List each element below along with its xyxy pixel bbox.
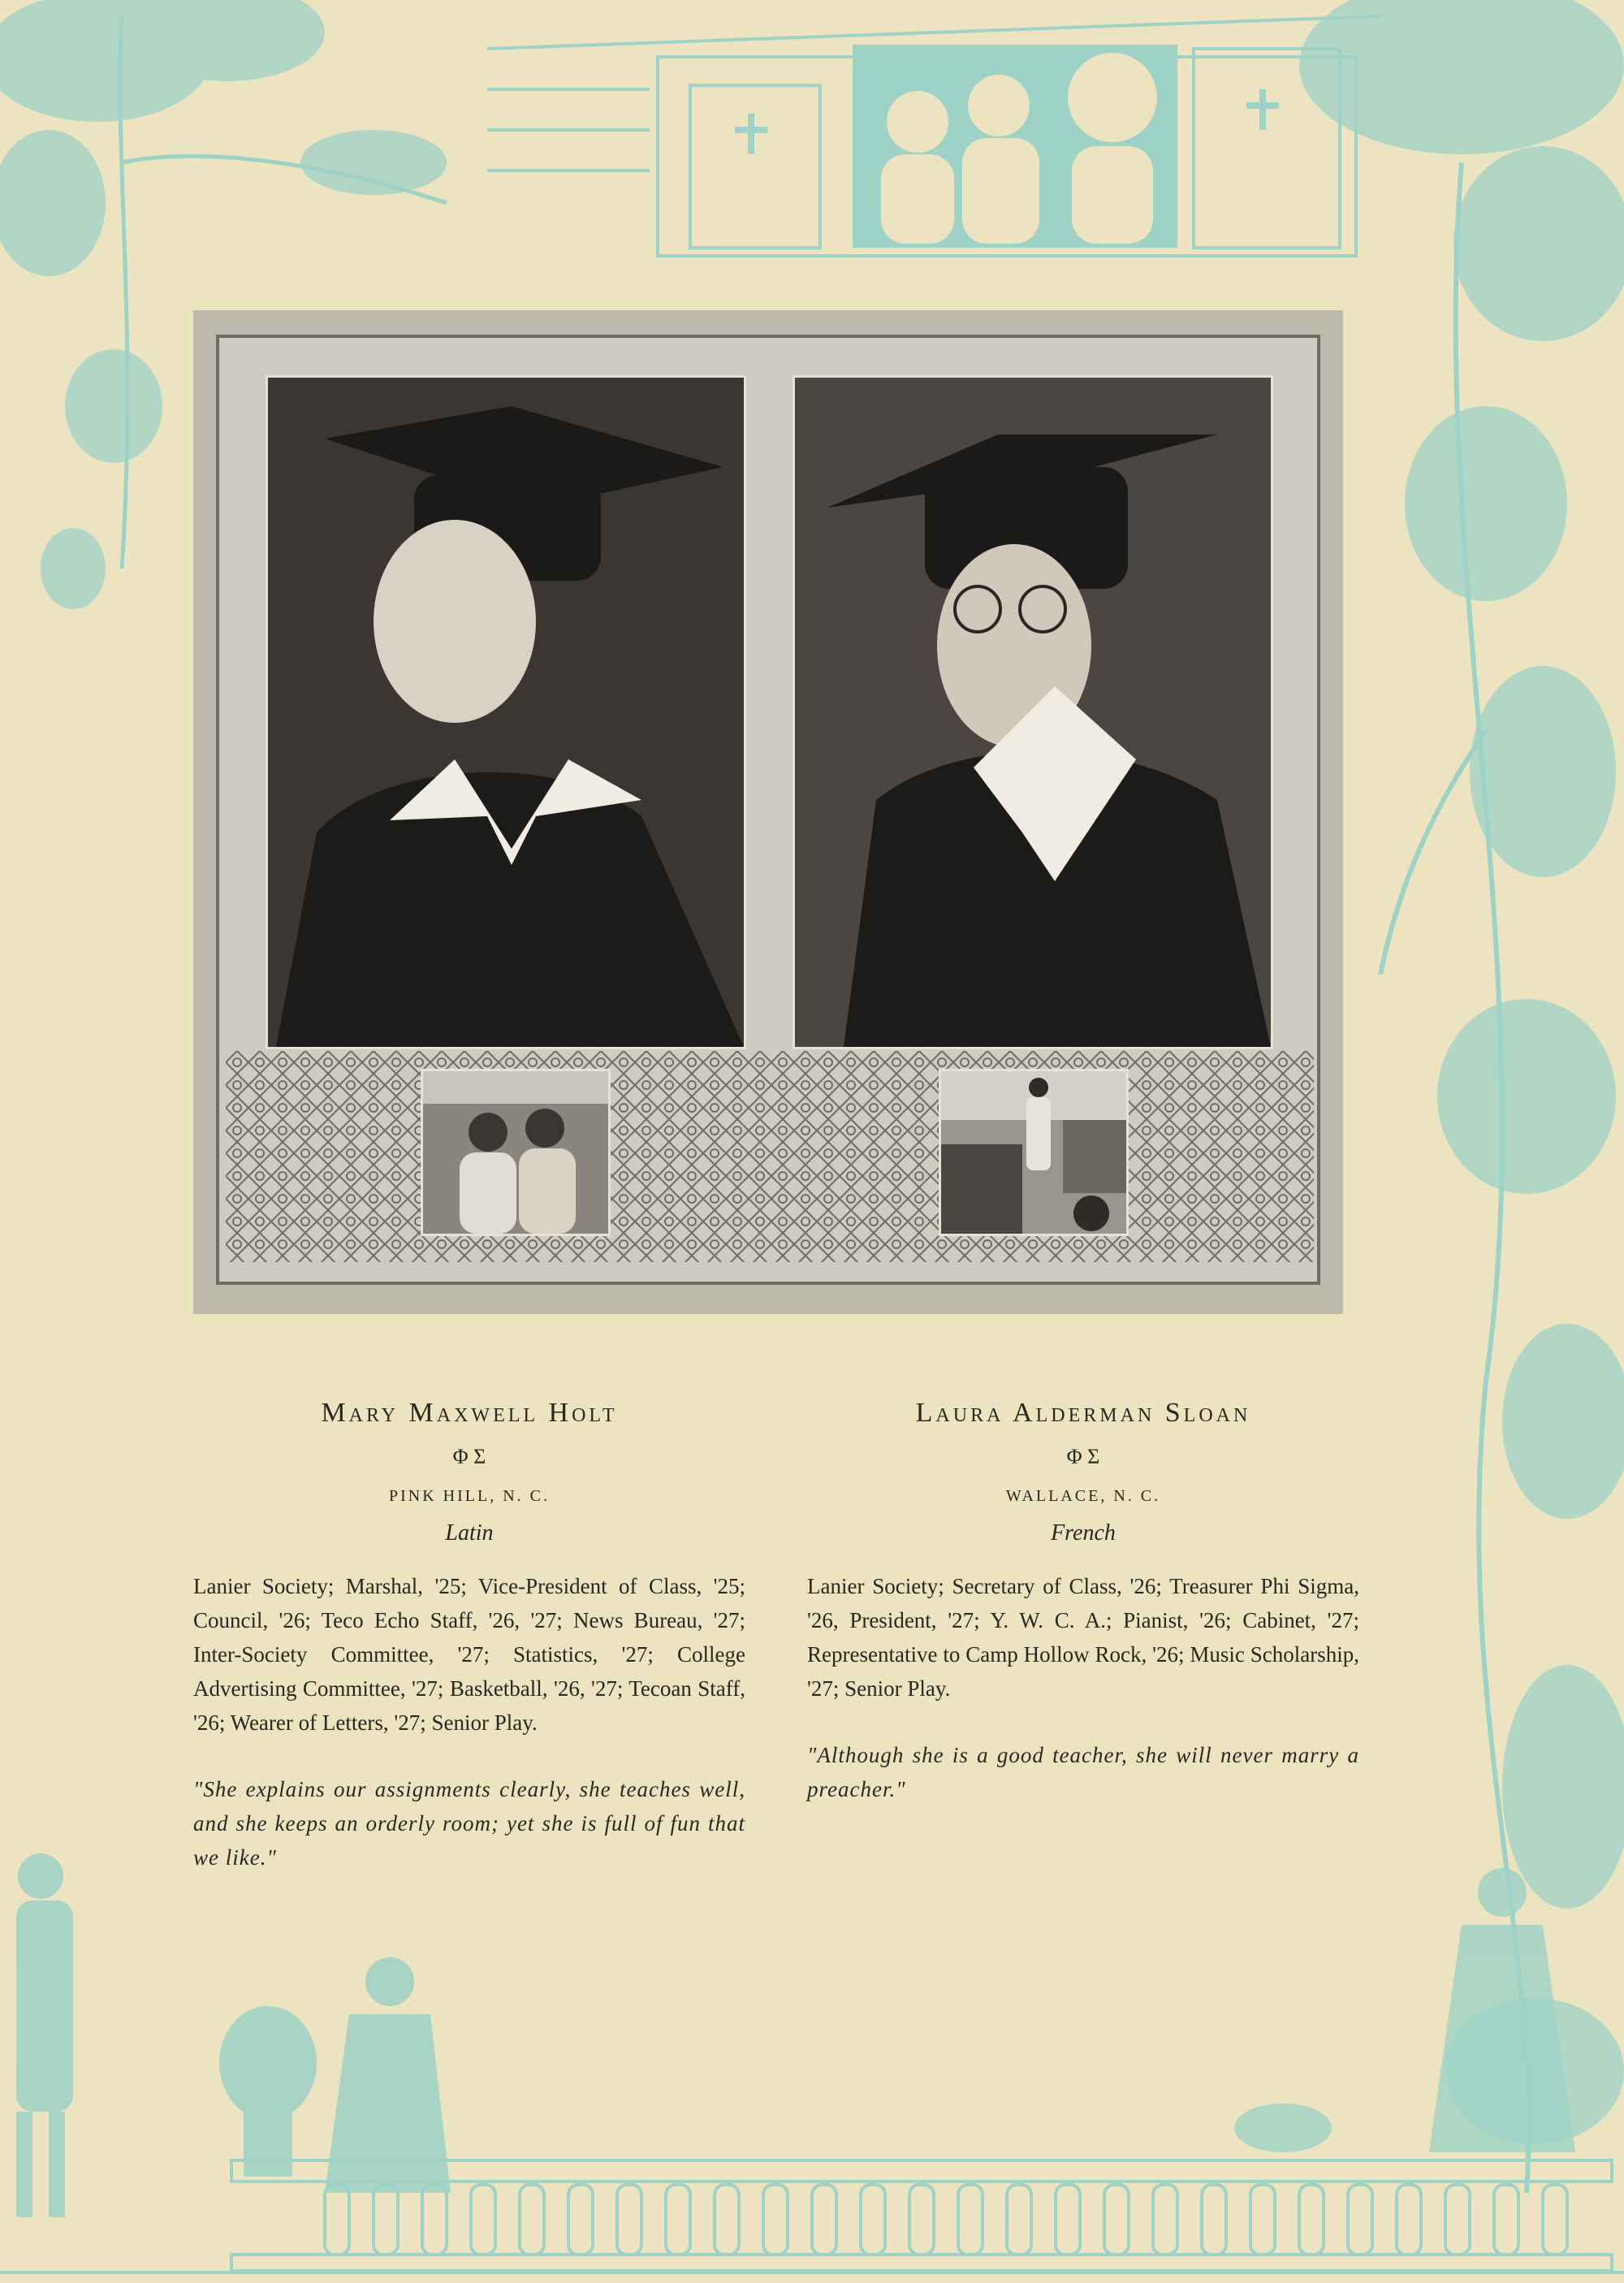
right-tree <box>1299 0 1624 2144</box>
hometown: WALLACE, N. C. <box>1005 1486 1161 1505</box>
activities-record: Lanier Society; Marshal, '25; Vice-President of Class, '25; Council, '26; Teco Echo Staff, '26, '27; News Bureau, '27; Inter-Society Committee, '27; Statistics, '27; College Advertising Committee, '27; Basketball, '26, '27; Tecoan Staff, '26; Wearer of Letters, '27; Senior Play. <box>193 1573 745 1735</box>
senior-name: Laura Alderman Sloan <box>915 1398 1251 1428</box>
snapshot-two-women <box>421 1069 611 1236</box>
balusters <box>325 2185 1567 2255</box>
senior-entry-laura-sloan <box>807 1397 1359 1806</box>
snapshot-woman-by-car <box>939 1069 1129 1236</box>
senior-quote: "Although she is a good teacher, she will never marry a preacher." <box>807 1742 1359 1801</box>
activities-record: Lanier Society; Secretary of Class, '26; Treasurer Phi Sigma, '26, President, '27; Y. W. C. A.; Pianist, '26; Cabinet, '27; Representative to Camp Hollow Rock, '26; Music Scholarship, '27; Senior Play. <box>807 1573 1359 1701</box>
bottom-right-figure <box>1234 1868 1575 2152</box>
fraternity-letters: Φ Σ <box>452 1444 486 1468</box>
portrait-photo-mary-holt <box>266 375 746 1049</box>
fraternity-letters: Φ Σ <box>1066 1444 1100 1468</box>
lattice-pattern <box>226 1051 1314 1262</box>
senior-entry-mary-holt <box>193 1397 745 1874</box>
senior-quote: "She explains our assignments clearly, she teaches well, and she keeps an orderly room; yet she is full of fun that we like." <box>193 1776 745 1870</box>
portrait-photo-laura-sloan <box>793 375 1273 1049</box>
photo-panel <box>193 310 1343 1314</box>
hometown: PINK HILL, N. C. <box>389 1486 550 1505</box>
subject: French <box>1051 1520 1116 1546</box>
subject: Latin <box>445 1520 494 1546</box>
bottom-left-figures <box>16 1853 451 2217</box>
senior-name: Mary Maxwell Holt <box>321 1398 618 1428</box>
